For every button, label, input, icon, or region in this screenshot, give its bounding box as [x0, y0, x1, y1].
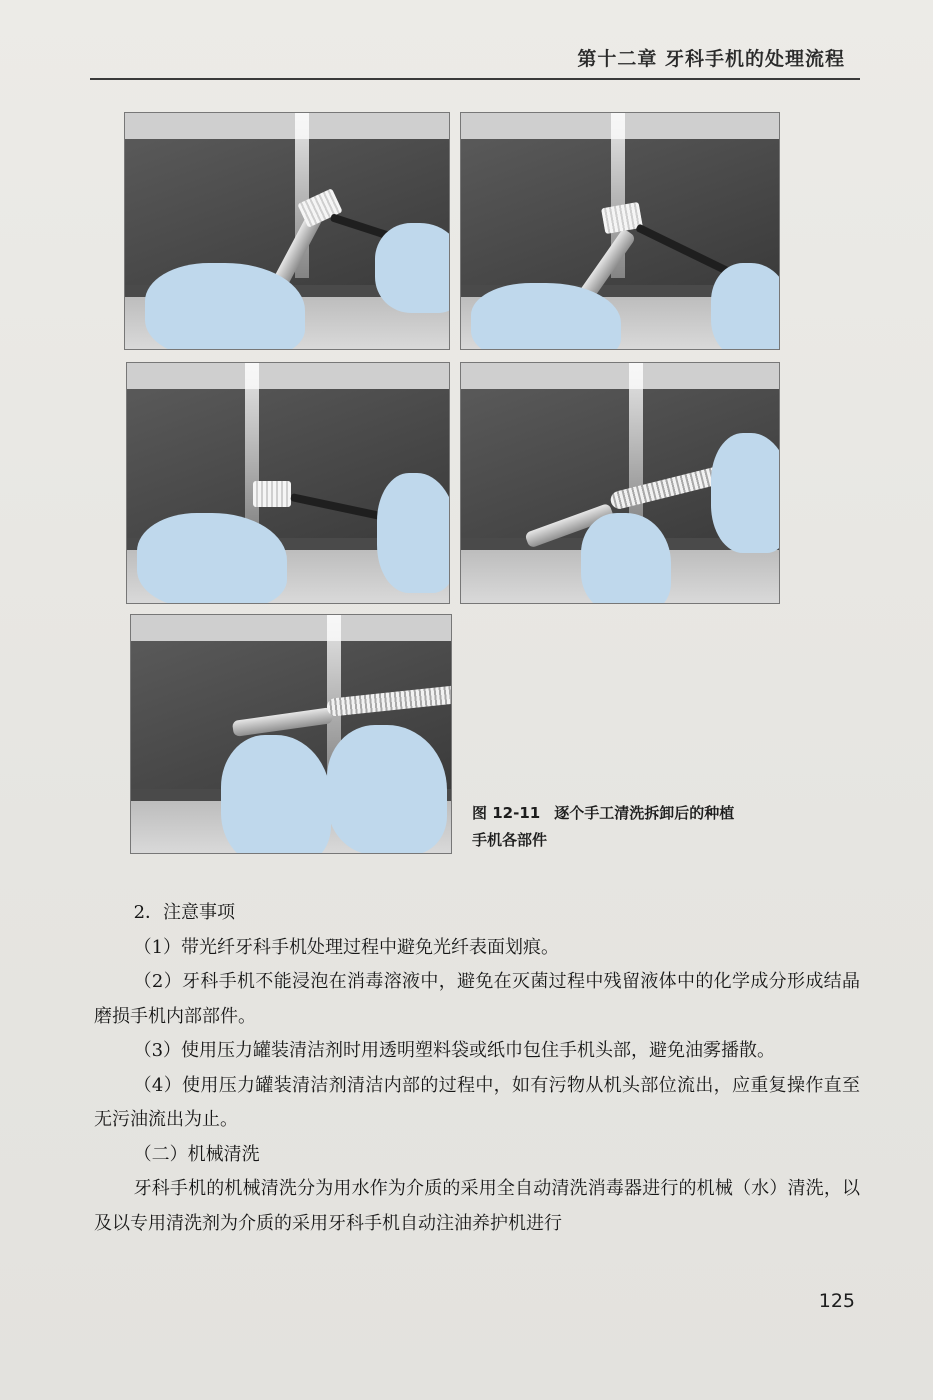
note-item-1: （1）带光纤牙科手机处理过程中避免光纤表面划痕。: [133, 936, 560, 958]
note-item-2: （2）牙科手机不能浸泡在消毒溶液中，避免在灭菌过程中残留液体中的化学成分形成结晶磨损手机内部部件。: [94, 971, 860, 1027]
section-heading: 2．注意事项: [133, 902, 236, 923]
subsection-heading: （二）机械清洗: [133, 1143, 260, 1165]
body-text: [94, 896, 860, 1241]
photo-panel-3: [126, 362, 450, 604]
note-item-4: （4）使用压力罐装清洁剂清洁内部的过程中，如有污物从机头部位流出，应重复操作直至无污油流出为止。: [94, 1074, 860, 1130]
photo-panel-2: [460, 112, 780, 350]
photo-panel-4: [460, 362, 780, 604]
bleed-through-text: [818, 120, 878, 285]
figure-caption-line1: 逐个手工清洗拆卸后的种植: [554, 804, 735, 822]
header-rule: [90, 78, 860, 80]
figure-caption-line2: 手机各部件: [472, 831, 548, 849]
photo-panel-5: [130, 614, 452, 854]
figure-number: 图 12-11: [472, 804, 541, 822]
figure-caption: [472, 800, 832, 854]
page-number: 125: [818, 1290, 855, 1312]
note-item-3: （3）使用压力罐装清洁剂时用透明塑料袋或纸巾包住手机头部，避免油雾播散。: [133, 1040, 776, 1061]
photo-panel-1: [124, 112, 450, 350]
running-head: 第十二章 牙科手机的处理流程: [577, 48, 845, 70]
body-paragraph: 牙科手机的机械清洗分为用水作为介质的采用全自动清洗消毒器进行的机械（水）清洗，以及以专用清洗剂为介质的采用牙科手机自动注油养护机进行: [94, 1178, 860, 1234]
